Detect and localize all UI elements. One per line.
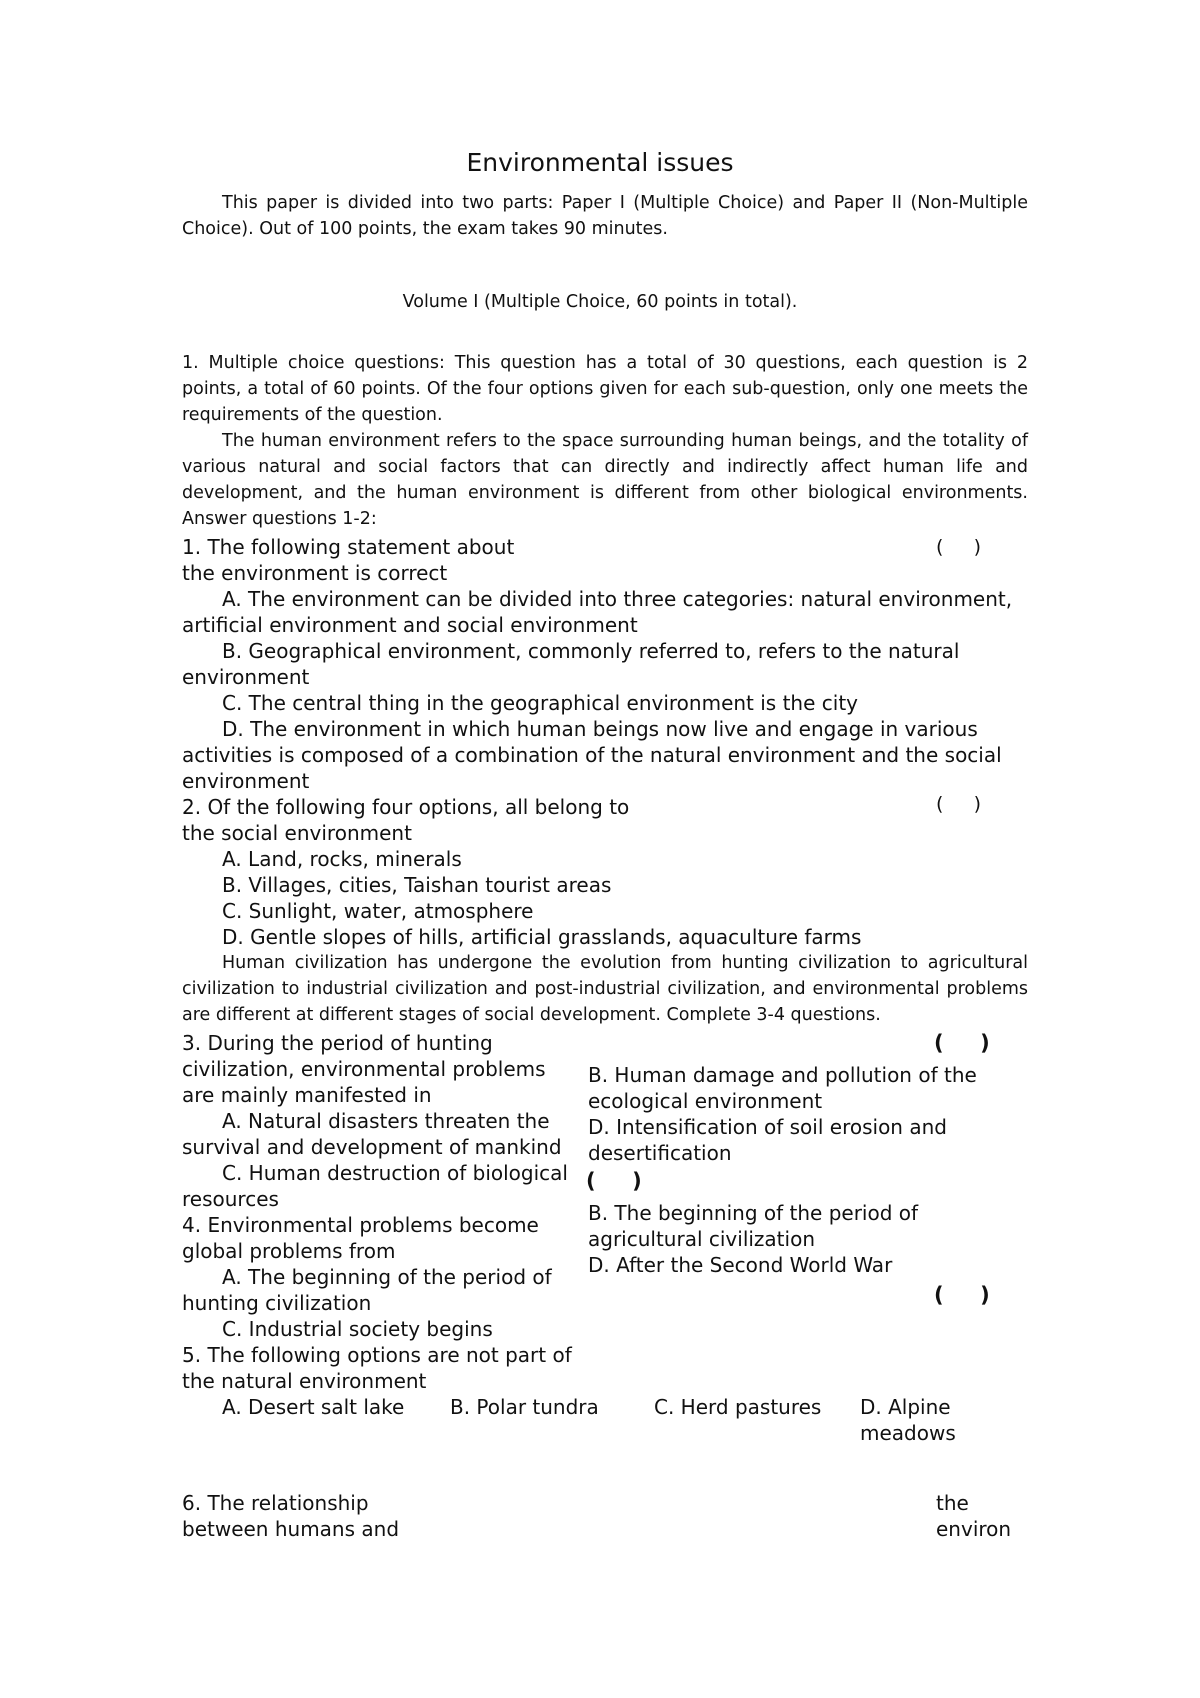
passage-2: Human civilization has undergone the evolution from hunting civilization to agricultural civilization to industrial civilization and post-industrial civilization, and environmental problems are different at different stages of social development. Complete 3-4 questions. — [182, 953, 1028, 1025]
answer-blank[interactable]: ( ) — [936, 536, 982, 558]
q4-stem-line: 4. Environmental problems become — [182, 1213, 539, 1237]
q1-option-c: C. The central thing in the geographical environment is the city — [222, 691, 858, 715]
q5-option-c: C. Herd pastures — [654, 1395, 822, 1419]
q4-option-d: D. After the Second World War — [588, 1253, 893, 1277]
q4-option-b: B. The beginning of the period of — [588, 1201, 919, 1225]
q5-option-b: B. Polar tundra — [450, 1395, 599, 1419]
q4-option-c: C. Industrial society begins — [222, 1317, 493, 1341]
q2-option-b: B. Villages, cities, Taishan tourist areas — [222, 873, 612, 897]
q1-option-d: D. The environment in which human beings now live and engage in various — [222, 717, 978, 741]
answer-blank[interactable]: ( ) — [586, 1169, 642, 1193]
q2-option-a: A. Land, rocks, minerals — [222, 847, 462, 871]
q4-option-a: hunting civilization — [182, 1291, 372, 1315]
q3-option-a: A. Natural disasters threaten the — [222, 1109, 550, 1133]
intro-paragraph: This paper is divided into two parts: Paper I (Multiple Choice) and Paper II (Non-Multiple Choice). Out of 100 points, the exam takes 90 minutes. — [182, 193, 1028, 239]
q6-stem-line: between humans and — [182, 1517, 400, 1541]
q6-stem-line: the — [936, 1491, 969, 1515]
instructions-paragraph: 1. Multiple choice questions: This question has a total of 30 questions, each question is 2 points, a total of 60 points. Of the four options given for each sub-question, only one meets the requirements of the question. — [182, 353, 1028, 425]
q5-option-d: meadows — [860, 1421, 956, 1445]
q5-stem-line: the natural environment — [182, 1369, 427, 1393]
q5-stem-line: 5. The following options are not part of — [182, 1343, 572, 1367]
q3-option-b: B. Human damage and pollution of the — [588, 1063, 977, 1087]
q3-stem-line: 3. During the period of hunting — [182, 1031, 493, 1055]
q2-option-d: D. Gentle slopes of hills, artificial grasslands, aquaculture farms — [222, 925, 862, 949]
q3-stem-line: are mainly manifested in — [182, 1083, 432, 1107]
q3-stem-line: civilization, environmental problems — [182, 1057, 546, 1081]
q4-option-a: A. The beginning of the period of — [222, 1265, 552, 1289]
q5-option-a: A. Desert salt lake — [222, 1395, 405, 1419]
q4-stem-line: global problems from — [182, 1239, 396, 1263]
q6-stem-line: 6. The relationship — [182, 1491, 369, 1515]
page-title: Environmental issues — [466, 148, 734, 177]
q4-option-b: agricultural civilization — [588, 1227, 815, 1251]
q3-option-c: C. Human destruction of biological — [222, 1161, 568, 1185]
q1-option-d: activities is composed of a combination of the natural environment and the social — [182, 743, 1002, 767]
q3-option-b: ecological environment — [588, 1089, 823, 1113]
q3-option-d: desertification — [588, 1141, 732, 1165]
answer-blank[interactable]: ( ) — [934, 1031, 990, 1055]
q2-option-c: C. Sunlight, water, atmosphere — [222, 899, 534, 923]
passage-1: The human environment refers to the space surrounding human beings, and the totality of various natural and social factors that can directly and indirectly affect human life and development, and the human environment is different from other biological environments. Answer questions 1-2: — [182, 431, 1028, 529]
q1-option-a: artificial environment and social environment — [182, 613, 638, 637]
answer-blank[interactable]: ( ) — [934, 1283, 990, 1307]
q5-option-d: D. Alpine — [860, 1395, 951, 1419]
q1-option-b: B. Geographical environment, commonly referred to, refers to the natural — [222, 639, 960, 663]
q1-option-b: environment — [182, 665, 310, 689]
q1-stem-line: the environment is correct — [182, 561, 448, 585]
answer-blank[interactable]: ( ) — [936, 793, 982, 815]
q3-option-d: D. Intensification of soil erosion and — [588, 1115, 947, 1139]
q6-stem-line: environ — [936, 1517, 1012, 1541]
q3-option-a: survival and development of mankind — [182, 1135, 562, 1159]
q1-option-a: A. The environment can be divided into three categories: natural environment, — [222, 587, 1013, 611]
q1-option-d: environment — [182, 769, 310, 793]
q2-stem-line: 2. Of the following four options, all belong to — [182, 795, 630, 819]
q2-stem-line: the social environment — [182, 821, 412, 845]
volume-heading: Volume I (Multiple Choice, 60 points in total). — [402, 292, 798, 312]
q1-stem-line: 1. The following statement about — [182, 535, 515, 559]
q3-option-c: resources — [182, 1187, 279, 1211]
